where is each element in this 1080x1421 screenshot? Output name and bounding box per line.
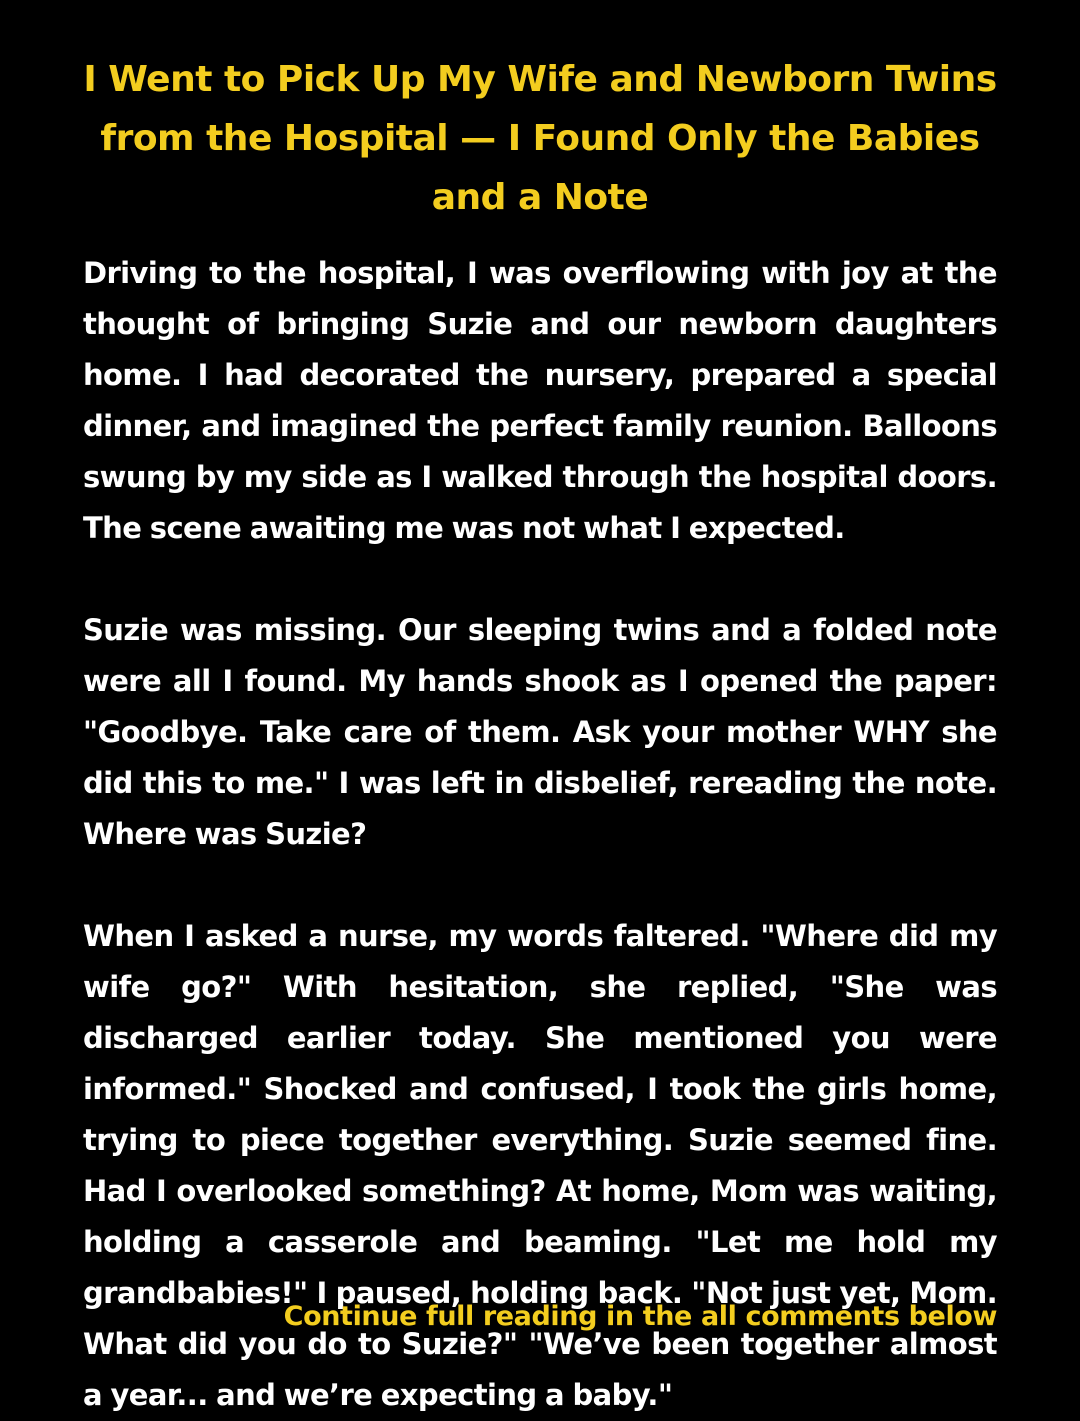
continue-reading-note: Continue full reading in the all comments below <box>283 1301 997 1332</box>
story-paragraph-1: Driving to the hospital, I was overflowing with joy at the thought of bringing Suzie and our newborn daughters home. I had decorated the nursery, prepared a special dinner, and imagined the perfect family reunion. Balloons swung by my side as I walked through the hospital doors. The scene awaiting me was not what I expected. <box>83 256 997 545</box>
story-paragraph-3: When I asked a nurse, my words faltered. "Where did my wife go?" With hesitation, she replied, "She was discharged earlier today. She mentioned you were informed." Shocked and confused, I took the girls home, trying to piece together everything. Suzie seemed fine. Had I overlooked something? At home, Mom was waiting, holding a casserole and beaming. "Let me hold my grandbabies!" I paused, holding back. "Not just yet, Mom. What did you do to Suzie?" "We’ve been together almost a year... and we’re expecting a baby." <box>83 919 997 1412</box>
story-paragraph-2: Suzie was missing. Our sleeping twins and a folded note were all I found. My hands shook as I opened the paper: "Goodbye. Take care of them. Ask your mother WHY she did this to me." I was left in disbelief, rereading the note. Where was Suzie? <box>83 613 997 851</box>
story-title: I Went to Pick Up My Wife and Newborn Twins from the Hospital — I Found Only the Babies and a Note <box>83 59 997 218</box>
